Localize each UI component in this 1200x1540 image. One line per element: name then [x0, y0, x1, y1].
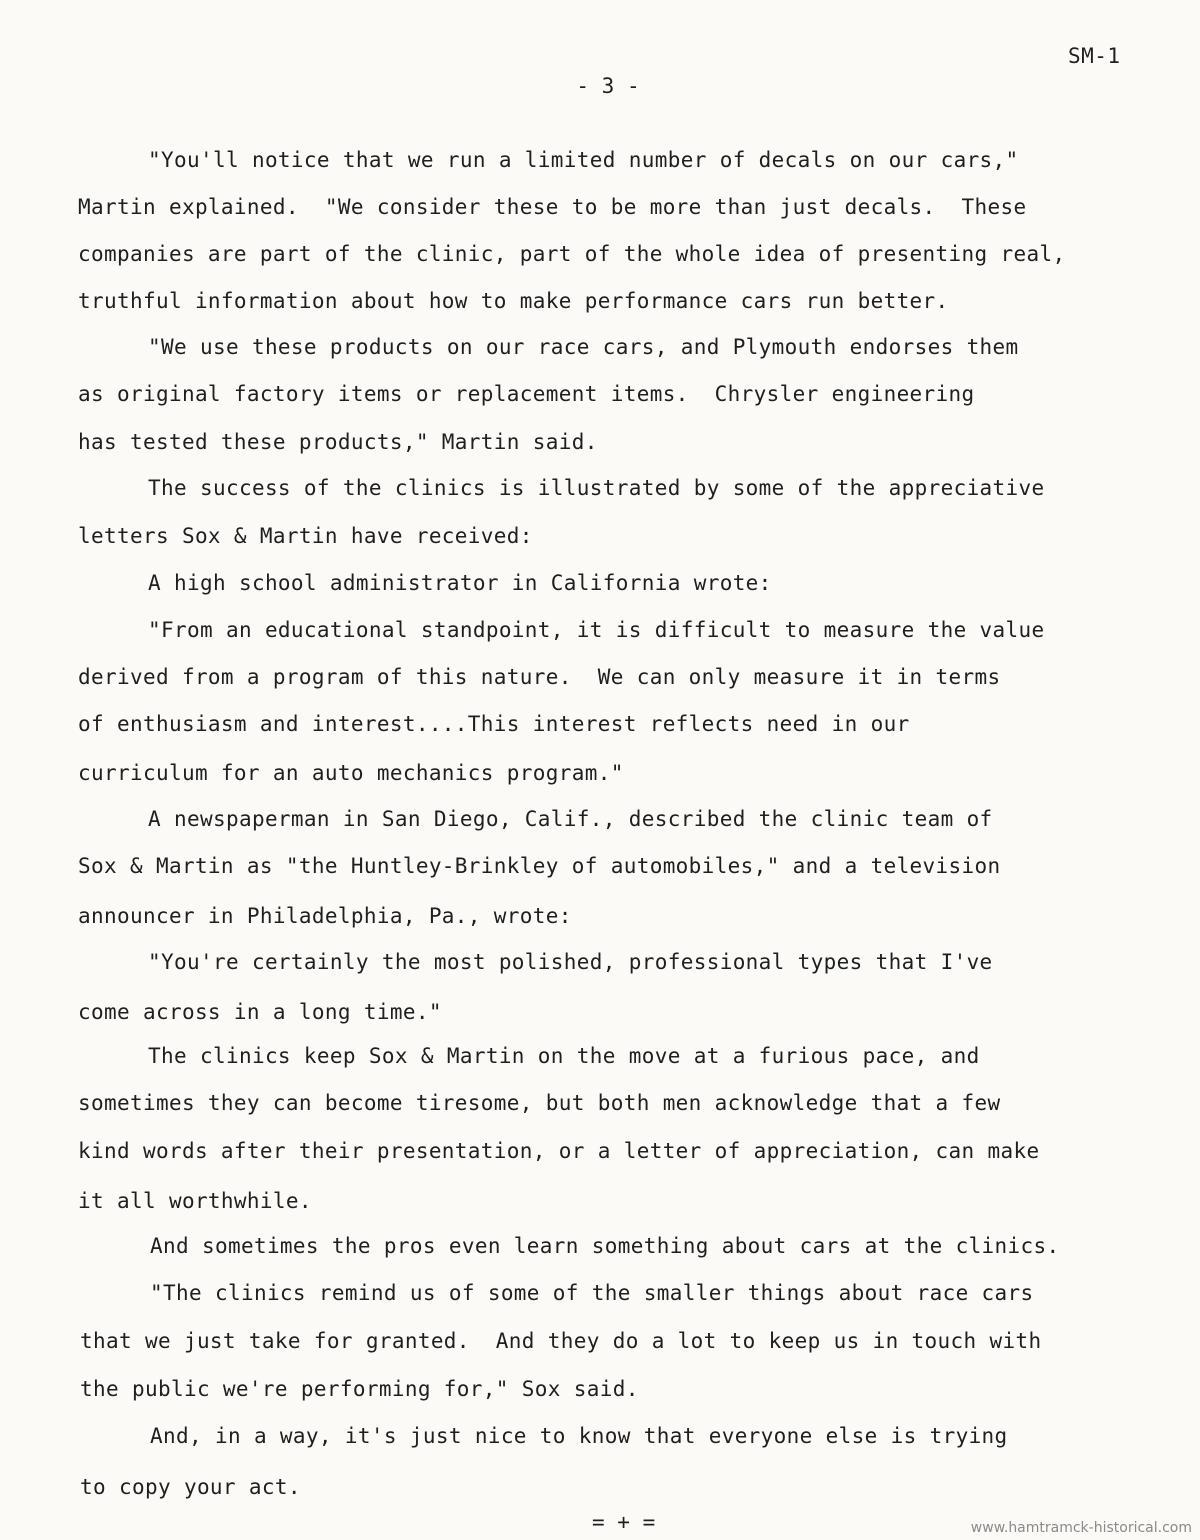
body-line: kind words after their presentation, or a letter of appreciation, can make	[78, 1139, 1040, 1163]
body-line: it all worthwhile.	[78, 1189, 312, 1213]
body-line: to copy your act.	[80, 1475, 301, 1499]
body-line: A high school administrator in California wrote:	[148, 571, 772, 595]
body-line: The clinics keep Sox & Martin on the move at a furious pace, and	[148, 1044, 980, 1068]
body-line: come across in a long time."	[78, 1000, 442, 1024]
body-line: of enthusiasm and interest....This interest reflects need in our	[78, 712, 910, 736]
body-line: as original factory items or replacement items. Chrysler engineering	[78, 382, 975, 406]
body-line: has tested these products," Martin said.	[78, 430, 598, 454]
body-line: "You'll notice that we run a limited number of decals on our cars,"	[148, 148, 1019, 172]
body-line: Sox & Martin as "the Huntley-Brinkley of automobiles," and a television	[78, 854, 1001, 878]
body-line: And, in a way, it's just nice to know that everyone else is trying	[150, 1424, 1008, 1448]
body-line: "From an educational standpoint, it is difficult to measure the value	[148, 618, 1045, 642]
body-line: And sometimes the pros even learn something about cars at the clinics.	[150, 1234, 1060, 1258]
body-line: the public we're performing for," Sox said.	[80, 1377, 639, 1401]
body-line: Martin explained. "We consider these to be more than just decals. These	[78, 195, 1027, 219]
body-line: truthful information about how to make performance cars run better.	[78, 289, 949, 313]
body-line: letters Sox & Martin have received:	[78, 524, 533, 548]
watermark-text: www.hamtramck-historical.com	[970, 1520, 1192, 1536]
body-line: The success of the clinics is illustrated by some of the appreciative	[148, 476, 1045, 500]
body-line: that we just take for granted. And they do a lot to keep us in touch with	[80, 1329, 1042, 1353]
body-line: companies are part of the clinic, part of the whole idea of presenting real,	[78, 242, 1066, 266]
body-line: announcer in Philadelphia, Pa., wrote:	[78, 904, 572, 928]
body-line: "You're certainly the most polished, professional types that I've	[148, 950, 993, 974]
document-id: SM-1	[1068, 44, 1121, 68]
body-line: derived from a program of this nature. We can only measure it in terms	[78, 665, 1001, 689]
body-line: A newspaperman in San Diego, Calif., described the clinic team of	[148, 807, 993, 831]
end-mark: = + =	[592, 1510, 656, 1534]
body-line: "The clinics remind us of some of the smaller things about race cars	[150, 1281, 1034, 1305]
body-line: curriculum for an auto mechanics program."	[78, 761, 624, 785]
page-number: - 3 -	[576, 74, 640, 98]
body-line: sometimes they can become tiresome, but both men acknowledge that a few	[78, 1091, 1001, 1115]
body-line: "We use these products on our race cars, and Plymouth endorses them	[148, 335, 1019, 359]
